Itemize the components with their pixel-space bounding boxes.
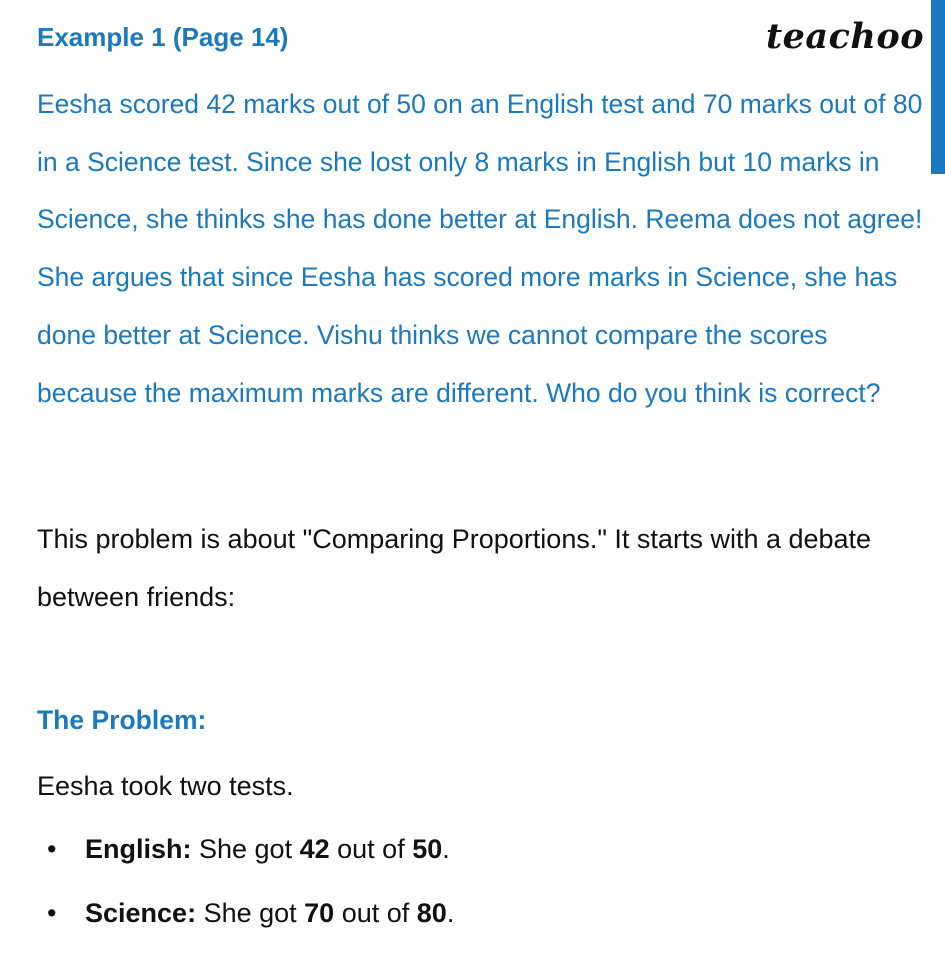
text-fragment: . — [446, 898, 455, 928]
example-title: Example 1 (Page 14) — [37, 22, 289, 52]
text-fragment: She got — [196, 898, 305, 928]
bullet-icon: • — [47, 898, 57, 928]
text-fragment: out of — [334, 898, 417, 928]
text-fragment: . — [442, 834, 450, 864]
subject-label: English: — [85, 834, 192, 864]
intro-paragraph: This problem is about "Comparing Proportions." It starts with a debate between friends: — [37, 524, 872, 612]
subject-label: Science: — [85, 898, 197, 928]
list-item-text — [85, 898, 454, 929]
problem-heading: The Problem: — [37, 705, 207, 735]
text-fragment: She got — [191, 834, 300, 864]
scores-list — [0, 834, 930, 962]
list-item-english — [0, 834, 930, 898]
problem-statement: Eesha took two tests. — [37, 771, 294, 801]
scrollbar[interactable] — [931, 0, 945, 945]
list-item-text — [85, 834, 450, 865]
text-fragment: out of — [329, 834, 413, 864]
list-item-science — [0, 898, 930, 962]
question-text: Eesha scored 42 marks out of 50 on an English test and 70 marks out of 80 in a Science test. Since she lost only 8 marks in English but 10 marks in Science, she thinks she has done better at English. Reema does not agree! She argues that since Eesha has scored more marks in Science, she has done better at Science. Vishu thinks we cannot compare the scores because the maximum marks are different. Who do you think is correct? — [37, 89, 923, 408]
total-marks: 50 — [412, 834, 443, 864]
total-marks: 80 — [416, 898, 447, 928]
scrollbar-thumb[interactable] — [931, 0, 945, 174]
teachoo-logo[interactable]: teachoo — [766, 16, 925, 57]
scored-marks: 42 — [299, 834, 330, 864]
bullet-icon: • — [47, 834, 57, 864]
scored-marks: 70 — [304, 898, 335, 928]
